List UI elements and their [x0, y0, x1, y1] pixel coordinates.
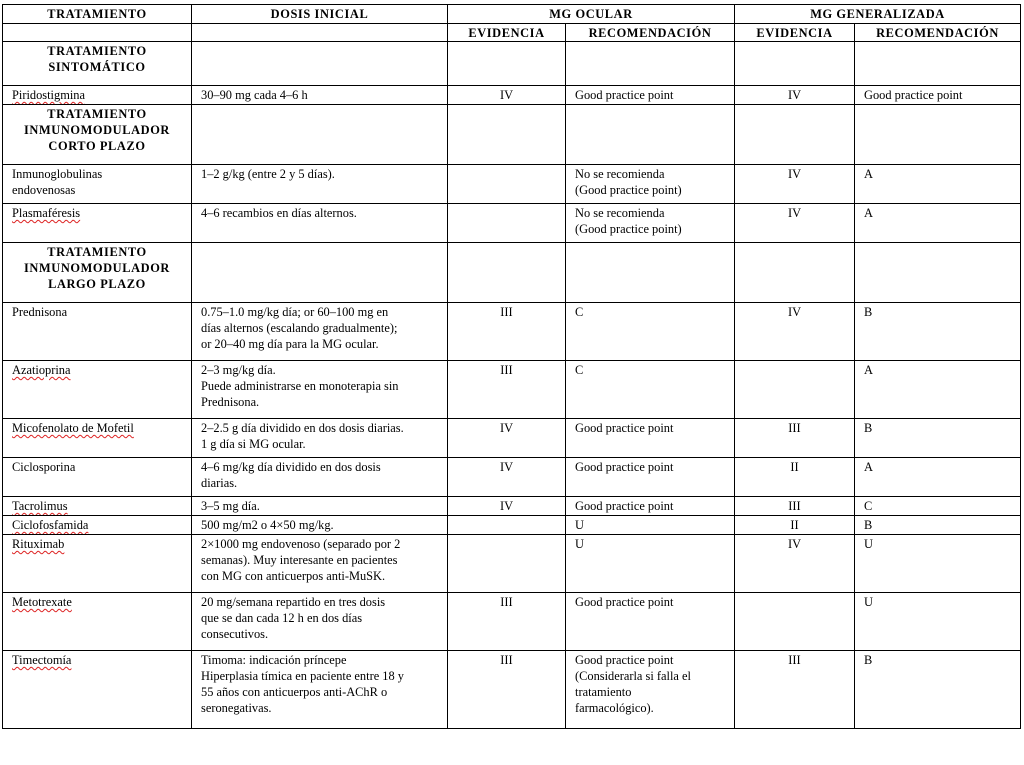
table-row-inmunoglobulinas — [3, 165, 1021, 204]
empty-cell — [566, 42, 735, 86]
treatment-table — [2, 4, 1021, 729]
ocular-recommendation: C — [566, 303, 735, 361]
generalized-recommendation: A — [855, 458, 1021, 497]
table-row-timectomia — [3, 651, 1021, 729]
generalized-evidence: IV — [735, 204, 855, 243]
empty-cell — [192, 105, 448, 165]
table-row-azatioprina — [3, 361, 1021, 419]
generalized-recommendation: U — [855, 535, 1021, 593]
ocular-evidence — [448, 165, 566, 204]
table-row-metotrexate — [3, 593, 1021, 651]
empty-cell — [735, 243, 855, 303]
generalized-recommendation: B — [855, 419, 1021, 458]
table-row-rituximab — [3, 535, 1021, 593]
empty-cell — [855, 243, 1021, 303]
treatment-name: Metotrexate — [3, 593, 192, 651]
generalized-recommendation: B — [855, 516, 1021, 535]
section-row-corto-plazo — [3, 105, 1021, 165]
ocular-recommendation: U — [566, 535, 735, 593]
empty-cell — [855, 42, 1021, 86]
generalized-evidence — [735, 361, 855, 419]
table-row-micofenolato — [3, 419, 1021, 458]
generalized-evidence: II — [735, 516, 855, 535]
empty-cell — [448, 42, 566, 86]
ocular-evidence: IV — [448, 86, 566, 105]
ocular-evidence: III — [448, 593, 566, 651]
initial-dose: Timoma: indicación príncepe Hiperplasia tímica en paciente entre 18 y 55 años con anticuerpos anti-AChR o seronegativas. — [192, 651, 448, 729]
generalized-evidence: III — [735, 497, 855, 516]
initial-dose: 2–2.5 g día dividido en dos dosis diarias. 1 g día si MG ocular. — [192, 419, 448, 458]
ocular-evidence: III — [448, 303, 566, 361]
initial-dose: 4–6 recambios en días alternos. — [192, 204, 448, 243]
ocular-evidence: III — [448, 651, 566, 729]
treatment-name: Azatioprina — [3, 361, 192, 419]
header-mg-ocular: MG OCULAR — [448, 5, 735, 24]
initial-dose: 0.75–1.0 mg/kg día; or 60–100 mg en días alternos (escalando gradualmente); or 20–40 mg día para la MG ocular. — [192, 303, 448, 361]
header-row-2 — [3, 24, 1021, 42]
generalized-evidence: IV — [735, 303, 855, 361]
ocular-recommendation: Good practice point — [566, 86, 735, 105]
table-row-ciclosporina — [3, 458, 1021, 497]
initial-dose: 2×1000 mg endovenoso (separado por 2 semanas). Muy interesante en pacientes con MG con anticuerpos anti-MuSK. — [192, 535, 448, 593]
empty-cell — [566, 105, 735, 165]
generalized-recommendation: A — [855, 361, 1021, 419]
initial-dose: 500 mg/m2 o 4×50 mg/kg. — [192, 516, 448, 535]
header-tratamiento: TRATAMIENTO — [3, 5, 192, 24]
ocular-evidence: IV — [448, 419, 566, 458]
treatment-name: Timectomía — [3, 651, 192, 729]
ocular-evidence — [448, 204, 566, 243]
initial-dose: 30–90 mg cada 4–6 h — [192, 86, 448, 105]
empty-cell — [192, 42, 448, 86]
empty-cell — [735, 42, 855, 86]
ocular-recommendation: Good practice point (Considerarla si falla el tratamiento farmacológico). — [566, 651, 735, 729]
table-row-prednisona — [3, 303, 1021, 361]
generalized-evidence: IV — [735, 165, 855, 204]
treatment-name: Tacrolimus — [3, 497, 192, 516]
section-title: TRATAMIENTO SINTOMÁTICO — [3, 42, 192, 86]
header-ocular-evidencia: EVIDENCIA — [448, 24, 566, 42]
ocular-recommendation: No se recomienda (Good practice point) — [566, 165, 735, 204]
section-row-largo-plazo — [3, 243, 1021, 303]
empty-cell — [855, 105, 1021, 165]
header-generalizada-evidencia: EVIDENCIA — [735, 24, 855, 42]
section-row-sintomatico — [3, 42, 1021, 86]
section-title: TRATAMIENTO INMUNOMODULADOR LARGO PLAZO — [3, 243, 192, 303]
generalized-recommendation: B — [855, 303, 1021, 361]
generalized-recommendation: C — [855, 497, 1021, 516]
header-row-1 — [3, 5, 1021, 24]
ocular-recommendation: C — [566, 361, 735, 419]
treatment-name: Ciclofosfamida — [3, 516, 192, 535]
section-title: TRATAMIENTO INMUNOMODULADOR CORTO PLAZO — [3, 105, 192, 165]
treatment-name: Micofenolato de Mofetil — [3, 419, 192, 458]
empty-cell — [566, 243, 735, 303]
empty-cell — [192, 243, 448, 303]
ocular-recommendation: Good practice point — [566, 593, 735, 651]
table-row-ciclofosfamida — [3, 516, 1021, 535]
ocular-recommendation: Good practice point — [566, 458, 735, 497]
initial-dose: 20 mg/semana repartido en tres dosis que se dan cada 12 h en dos días consecutivos. — [192, 593, 448, 651]
generalized-evidence: II — [735, 458, 855, 497]
table-row-tacrolimus — [3, 497, 1021, 516]
initial-dose: 1–2 g/kg (entre 2 y 5 días). — [192, 165, 448, 204]
treatment-name: Inmunoglobulinas endovenosas — [3, 165, 192, 204]
ocular-recommendation: Good practice point — [566, 497, 735, 516]
table-row-piridostigmina — [3, 86, 1021, 105]
ocular-evidence: IV — [448, 458, 566, 497]
initial-dose: 3–5 mg día. — [192, 497, 448, 516]
generalized-recommendation: B — [855, 651, 1021, 729]
treatment-table-container — [2, 4, 1020, 729]
initial-dose: 4–6 mg/kg día dividido en dos dosis diarias. — [192, 458, 448, 497]
treatment-name: Ciclosporina — [3, 458, 192, 497]
ocular-recommendation: No se recomienda (Good practice point) — [566, 204, 735, 243]
header-mg-generalizada: MG GENERALIZADA — [735, 5, 1021, 24]
ocular-recommendation: Good practice point — [566, 419, 735, 458]
generalized-evidence: IV — [735, 86, 855, 105]
generalized-recommendation: A — [855, 204, 1021, 243]
empty-cell — [448, 243, 566, 303]
treatment-name: Plasmaféresis — [3, 204, 192, 243]
treatment-name: Piridostigmina — [3, 86, 192, 105]
header-empty-1 — [3, 24, 192, 42]
generalized-evidence — [735, 593, 855, 651]
empty-cell — [735, 105, 855, 165]
generalized-recommendation: A — [855, 165, 1021, 204]
ocular-evidence: III — [448, 361, 566, 419]
ocular-evidence — [448, 535, 566, 593]
ocular-recommendation: U — [566, 516, 735, 535]
empty-cell — [448, 105, 566, 165]
table-row-plasmaferesis — [3, 204, 1021, 243]
initial-dose: 2–3 mg/kg día. Puede administrarse en monoterapia sin Prednisona. — [192, 361, 448, 419]
header-generalizada-recomendacion: RECOMENDACIÓN — [855, 24, 1021, 42]
generalized-evidence: IV — [735, 535, 855, 593]
header-empty-2 — [192, 24, 448, 42]
ocular-evidence: IV — [448, 497, 566, 516]
generalized-evidence: III — [735, 651, 855, 729]
ocular-evidence — [448, 516, 566, 535]
generalized-recommendation: U — [855, 593, 1021, 651]
header-ocular-recomendacion: RECOMENDACIÓN — [566, 24, 735, 42]
generalized-recommendation: Good practice point — [855, 86, 1021, 105]
header-dosis-inicial: DOSIS INICIAL — [192, 5, 448, 24]
treatment-name: Prednisona — [3, 303, 192, 361]
treatment-name: Rituximab — [3, 535, 192, 593]
generalized-evidence: III — [735, 419, 855, 458]
